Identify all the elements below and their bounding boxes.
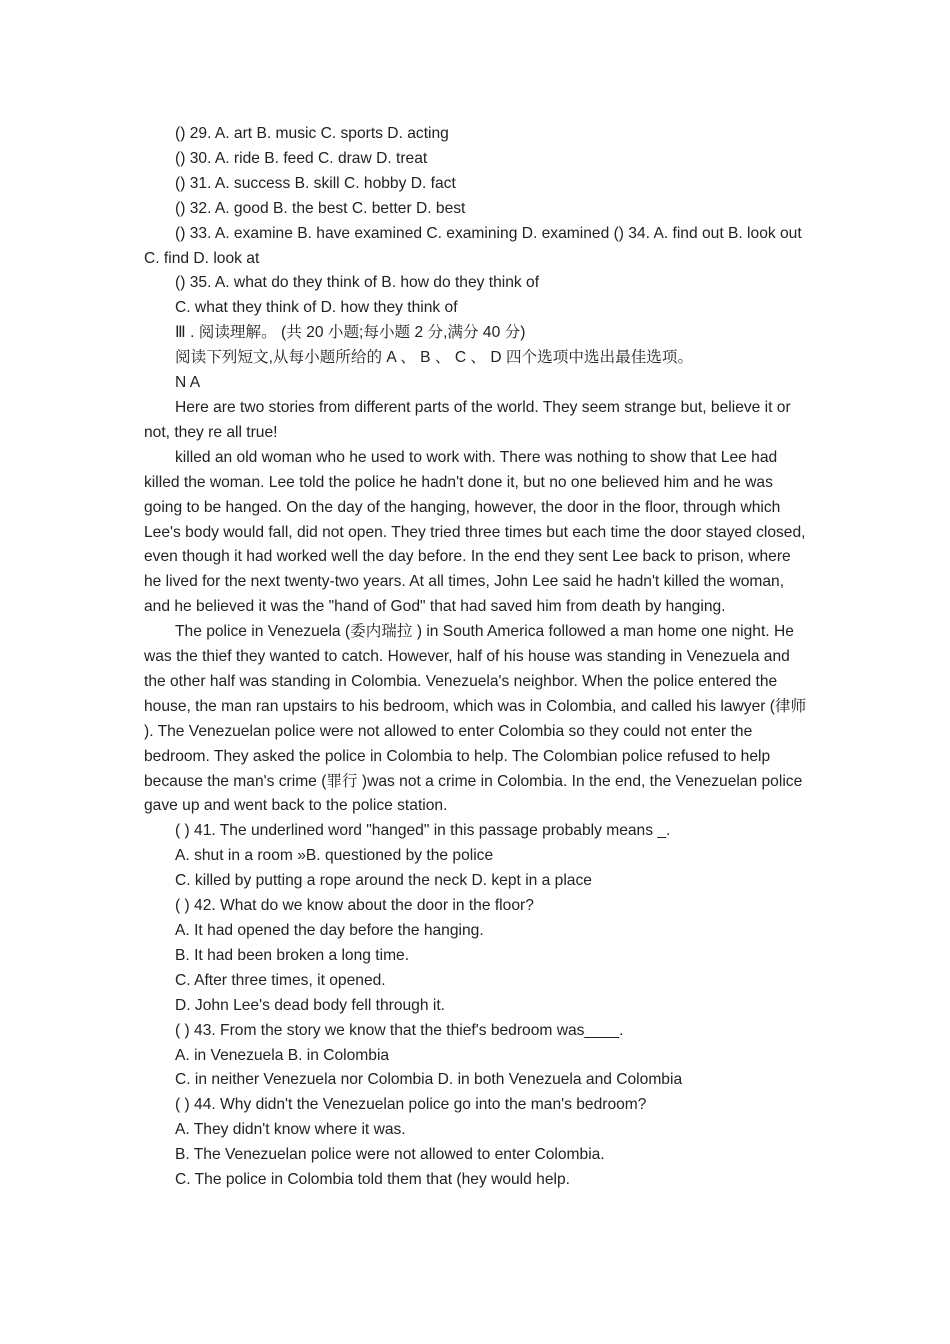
section-heading: Ⅲ . 阅读理解。 (共 20 小题;每小题 2 分,满分 40 分)	[175, 324, 526, 342]
question-41-options-cd: C. killed by putting a rope around the neck D. kept in a place	[175, 872, 592, 890]
question-41: ( ) 41. The underlined word "hanged" in this passage probably means _.	[175, 822, 671, 840]
section-instruction: 阅读下列短文,从每小题所给的 A 、 B 、 C 、 D 四个选项中选出最佳选项。	[175, 349, 694, 367]
question-44: ( ) 44. Why didn't the Venezuelan police go into the man's bedroom?	[175, 1096, 647, 1114]
question-32: () 32. A. good B. the best C. better D. best	[175, 199, 466, 217]
paragraph-john-lee: killed an old woman who he used to work with. There was nothing to show that Lee had killed the woman. Lee told the police he hadn't done it, but no one believed him and he was going to be hanged. On the day of the hanging, however, the door in the floor, through which Lee's body would fall, did not open. They tried three times but each time the door stayed closed, even though it had worked well the day before. In the end they sent Lee back to prison, where he lived for the next twenty-two years. At all times, John Lee said he hadn't killed the woman, and he believed it was the "hand of God" that had saved him from death by hanging.	[144, 448, 806, 616]
document-body	[144, 122, 808, 1193]
passage-label: N A	[175, 374, 201, 392]
question-33-34: () 33. A. examine B. have examined C. examining D. examined () 34. A. find out B. look out C. find D. look at	[144, 224, 802, 267]
question-35: () 35. A. what do they think of B. how do they think of	[175, 274, 540, 292]
question-42-option-c: C. After three times, it opened.	[175, 971, 386, 989]
question-44-option-b: B. The Venezuelan police were not allowed to enter Colombia.	[175, 1146, 605, 1164]
question-43-options-cd: C. in neither Venezuela nor Colombia D. in both Venezuela and Colombia	[175, 1071, 683, 1089]
question-30: () 30. A. ride B. feed C. draw D. treat	[175, 149, 428, 167]
question-41-options-ab: A. shut in a room »B. questioned by the police	[175, 847, 494, 865]
question-35-options-cd: C. what they think of D. how they think of	[175, 299, 458, 317]
question-44-option-c: C. The police in Colombia told them that (hey would help.	[175, 1171, 570, 1189]
question-43: ( ) 43. From the story we know that the thief's bedroom was____.	[175, 1021, 624, 1039]
question-29: () 29. A. art B. music C. sports D. acting	[175, 125, 449, 142]
question-42-option-b: B. It had been broken a long time.	[175, 946, 410, 964]
question-42-option-a: A. It had opened the day before the hanging.	[175, 922, 484, 939]
paragraph-venezuela: The police in Venezuela (委内瑞拉 ) in South America followed a man home one night. He was the thief they wanted to catch. However, half of his house was standing in Venezuela and the other half was standing in Colombia. Venezuela's neighbor. When the police entered the house, the man ran upstairs to his bedroom, which was in Colombia, and called his lawyer (律师 ). The Venezuelan police were not allowed to enter Colombia so they could not enter the bedroom. They asked the police in Colombia to help. The Colombian police refused to help because the man's crime (罪行 )was not a crime in Colombia. In the end, the Venezuelan police gave up and went back to the police station.	[144, 623, 807, 815]
question-42-option-d: D. John Lee's dead body fell through it.	[175, 996, 445, 1014]
question-43-options-ab: A. in Venezuela B. in Colombia	[175, 1046, 390, 1064]
paragraph-intro: Here are two stories from different parts of the world. They seem strange but, believe it or not, they re all true!	[144, 398, 791, 441]
question-42: ( ) 42. What do we know about the door in the floor?	[175, 897, 534, 915]
question-31: () 31. A. success B. skill C. hobby D. fact	[175, 174, 456, 192]
question-44-option-a: A. They didn't know where it was.	[175, 1121, 406, 1139]
